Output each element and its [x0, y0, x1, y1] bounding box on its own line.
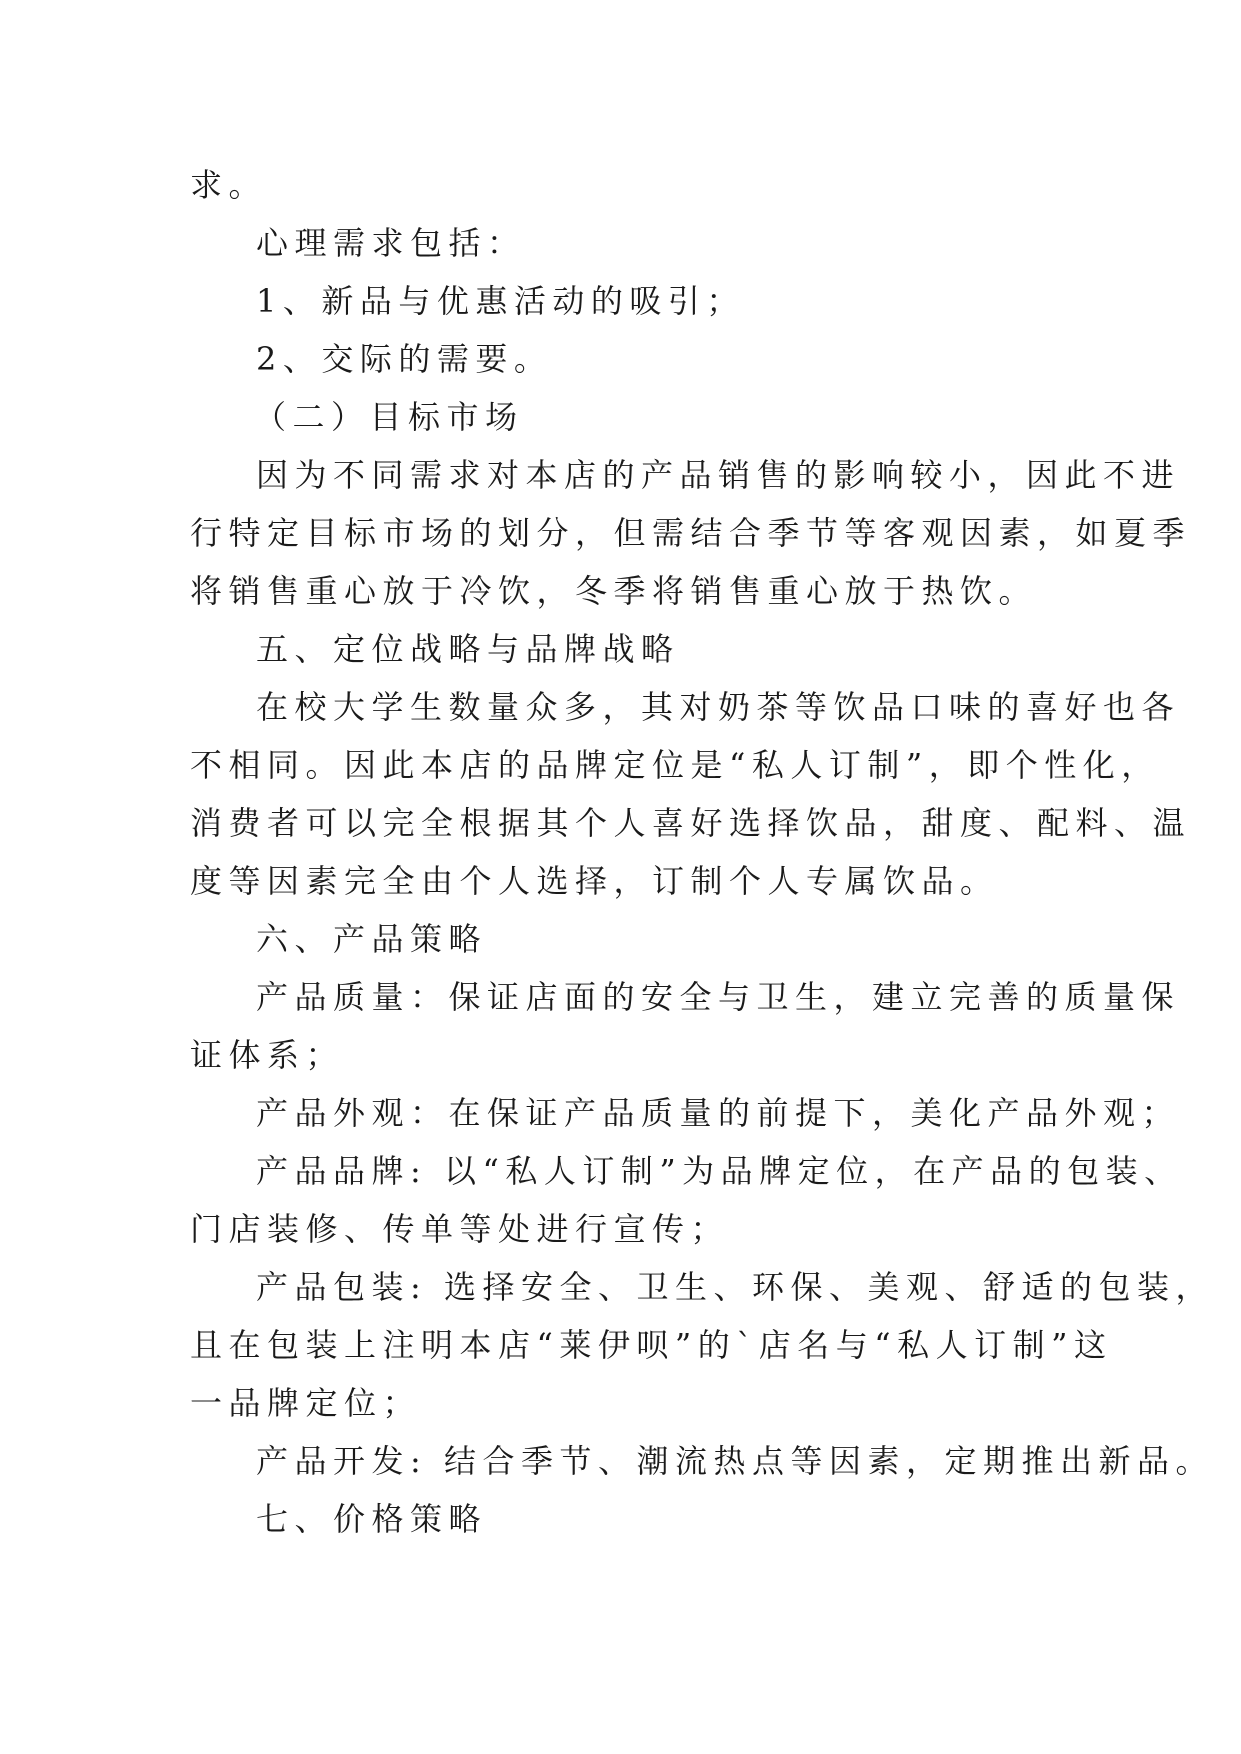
- section-heading: （二）目标市场: [254, 398, 524, 436]
- body-text-line: 产品质量：保证店面的安全与卫生，建立完善的质量保: [256, 978, 1181, 1016]
- body-text-line: 度等因素完全由个人选择，订制个人专属饮品。: [190, 862, 999, 900]
- body-text-line: 门店装修、传单等处进行宣传；: [190, 1210, 730, 1248]
- body-text-line: 产品开发: 结合季节、潮流热点等因素，定期推出新品。: [256, 1442, 1214, 1480]
- body-text-line: 不相同。因此本店的品牌定位是“私人订制”，即个性化，: [190, 746, 1160, 784]
- body-text-line: 且在包装上注明本店“莱伊呗”的`店名与“私人订制”这: [190, 1326, 1113, 1364]
- body-text-line: 产品品牌: 以“私人订制”为品牌定位，在产品的包装、: [256, 1152, 1183, 1190]
- body-text-line: 产品包装: 选择安全、卫生、环保、美观、舒适的包装，: [256, 1268, 1214, 1306]
- list-item: 1、新品与优惠活动的吸引；: [256, 282, 745, 320]
- section-heading: 六、产品策略: [256, 920, 488, 958]
- body-text-line: 证体系；: [190, 1036, 345, 1074]
- section-heading: 七、价格策略: [256, 1500, 488, 1538]
- body-text-line: 在校大学生数量众多，其对奶茶等饮品口味的喜好也各: [256, 688, 1181, 726]
- body-text-line: 将销售重心放于冷饮，冬季将销售重心放于热饮。: [190, 572, 1038, 610]
- body-text-line: 一品牌定位；: [190, 1384, 422, 1422]
- body-text-line: 产品外观：在保证产品质量的前提下，美化产品外观；: [256, 1094, 1181, 1132]
- section-heading: 五、定位战略与品牌战略: [256, 630, 680, 668]
- body-text-line: 消费者可以完全根据其个人喜好选择饮品，甜度、配料、温: [190, 804, 1192, 842]
- body-text-line: 因为不同需求对本店的产品销售的影响较小，因此不进: [256, 456, 1181, 494]
- body-text-line: 心理需求包括：: [256, 224, 526, 262]
- list-item: 2、交际的需要。: [256, 340, 553, 378]
- body-text-line: 求。: [190, 166, 268, 204]
- body-text-line: 行特定目标市场的划分，但需结合季节等客观因素，如夏季: [190, 514, 1192, 552]
